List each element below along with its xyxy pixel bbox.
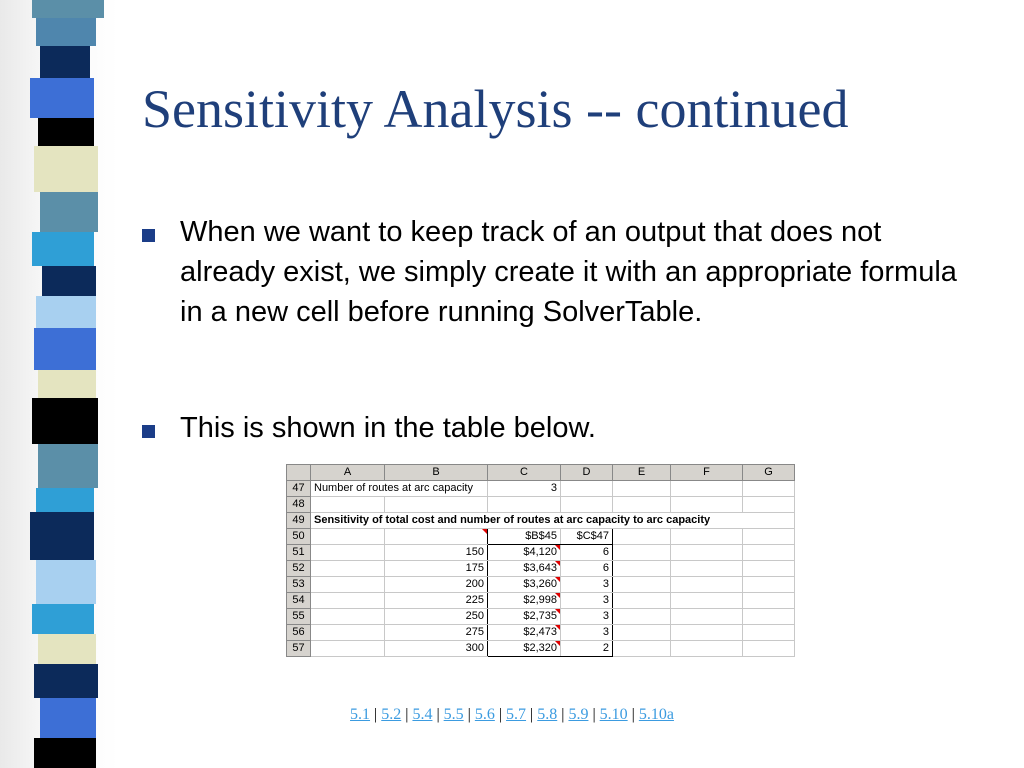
cell-b[interactable]: 175 [385,561,488,577]
row-header: 50 [287,529,311,545]
column-header: A [311,465,385,481]
cell-b[interactable]: 150 [385,545,488,561]
row-header: 57 [287,641,311,657]
corner-cell [287,465,311,481]
table-row [287,513,795,529]
cell-a[interactable] [311,497,385,513]
table-row [287,529,795,545]
link-separator: | [592,706,596,723]
row-header: 48 [287,497,311,513]
nav-link-5-2[interactable]: 5.2 [381,706,402,723]
cell-e[interactable] [613,545,671,561]
row-header: 47 [287,481,311,497]
link-separator: | [498,706,503,723]
cell-d[interactable]: 3 [561,593,613,609]
nav-link-5-10a[interactable]: 5.10a [638,706,674,723]
slide-title: Sensitivity Analysis -- continued [142,79,849,139]
cell-g[interactable] [743,545,795,561]
bullet-text: This is shown in the table below. [180,412,596,444]
table-row [287,625,795,641]
cell-a[interactable] [311,545,385,561]
table-row [287,561,795,577]
table-row [287,641,795,657]
cell-g[interactable] [743,529,795,545]
cell-d[interactable]: 3 [561,577,613,593]
cell-d[interactable]: 3 [561,609,613,625]
cell-f[interactable] [671,561,743,577]
table-row [287,593,795,609]
link-separator: | [530,706,534,723]
cell-a[interactable] [311,529,385,545]
column-header: C [488,465,561,481]
row-header: 49 [287,513,311,529]
nav-link-5-6[interactable]: 5.6 [474,706,495,723]
slide-nav-links [0,706,1024,724]
cell-b[interactable]: 275 [385,625,488,641]
cell-c[interactable]: $2,735 [488,609,561,625]
cell-b[interactable]: 300 [385,641,488,657]
cell-b[interactable]: 250 [385,609,488,625]
table-row [287,609,795,625]
bullet-item [142,408,982,450]
cell-d[interactable]: 3 [561,625,613,641]
cell-a[interactable]: Sensitivity of total cost and number of routes at arc capacity to arc capacity [311,513,795,529]
column-header: G [743,465,795,481]
cell-a[interactable] [311,641,385,657]
cell-d[interactable]: 2 [561,641,613,657]
cell-f[interactable] [671,625,743,641]
cell-a[interactable]: Number of routes at arc capacity [311,481,488,497]
row-header: 53 [287,577,311,593]
cell-d[interactable]: 6 [561,545,613,561]
bullet-text: When we want to keep track of an output that does not already exist, we simply create it with an appropriate formula in a new cell before running SolverTable. [180,216,957,328]
cell-d[interactable] [561,497,613,513]
cell-f[interactable] [671,641,743,657]
nav-link-5-8[interactable]: 5.8 [537,706,558,723]
cell-e[interactable] [613,561,671,577]
cell-e[interactable] [613,481,671,497]
cell-g[interactable] [743,593,795,609]
nav-link-5-4[interactable]: 5.4 [412,706,433,723]
row-header: 56 [287,625,311,641]
cell-c[interactable]: $2,320 [488,641,561,657]
cell-f[interactable] [671,545,743,561]
square-bullet-icon [142,229,155,242]
cell-d[interactable]: 6 [561,561,613,577]
link-separator: | [436,706,440,723]
cell-c[interactable]: $2,473 [488,625,561,641]
cell-g[interactable] [743,641,795,657]
cell-a[interactable] [311,593,385,609]
cell-e[interactable] [613,593,671,609]
nav-link-5-9[interactable]: 5.9 [568,706,589,723]
nav-link-5-1[interactable]: 5.1 [350,706,371,723]
cell-g[interactable] [743,625,795,641]
nav-link-5-10[interactable]: 5.10 [599,706,628,723]
column-header: B [385,465,488,481]
cell-b[interactable]: 225 [385,593,488,609]
cell-b[interactable]: 200 [385,577,488,593]
link-separator: | [561,706,565,723]
cell-d[interactable]: $C$47 [561,529,613,545]
cell-f[interactable] [671,481,743,497]
cell-d[interactable] [561,481,613,497]
cell-f[interactable] [671,529,743,545]
cell-e[interactable] [613,577,671,593]
cell-e[interactable] [613,609,671,625]
cell-c[interactable]: $3,260 [488,577,561,593]
row-header: 54 [287,593,311,609]
cell-g[interactable] [743,561,795,577]
column-header: F [671,465,743,481]
cell-a[interactable] [311,577,385,593]
cell-f[interactable] [671,609,743,625]
row-header: 55 [287,609,311,625]
row-header: 52 [287,561,311,577]
cell-e[interactable] [613,529,671,545]
decorative-stripe [0,0,118,768]
cell-g[interactable] [743,609,795,625]
cell-f[interactable] [671,577,743,593]
cell-c[interactable]: 3 [488,481,561,497]
cell-a[interactable] [311,609,385,625]
cell-g[interactable] [743,481,795,497]
square-bullet-icon [142,425,155,438]
cell-c[interactable]: $3,643 [488,561,561,577]
cell-c[interactable]: $B$45 [488,529,561,545]
table-row [287,545,795,561]
cell-c[interactable] [488,497,561,513]
spreadsheet-table [286,464,795,657]
nav-link-5-5[interactable]: 5.5 [443,706,464,723]
column-header: D [561,465,613,481]
table-row [287,497,795,513]
column-header-row [287,465,795,481]
cell-g[interactable] [743,497,795,513]
link-separator: | [374,706,378,723]
table-row [287,577,795,593]
link-separator: | [631,706,635,723]
column-header: E [613,465,671,481]
nav-link-5-7[interactable]: 5.7 [506,706,527,723]
cell-c[interactable]: $4,120 [488,545,561,561]
cell-e[interactable] [613,625,671,641]
cell-g[interactable] [743,577,795,593]
cell-a[interactable] [311,561,385,577]
cell-e[interactable] [613,497,671,513]
cell-b[interactable] [385,497,488,513]
link-separator: | [467,706,471,723]
link-separator: | [405,706,409,723]
cell-f[interactable] [671,593,743,609]
table-row [287,481,795,497]
cell-b[interactable] [385,529,488,545]
row-header: 51 [287,545,311,561]
bullet-item [142,212,982,377]
cell-c[interactable]: $2,998 [488,593,561,609]
cell-a[interactable] [311,625,385,641]
cell-e[interactable] [613,641,671,657]
cell-f[interactable] [671,497,743,513]
